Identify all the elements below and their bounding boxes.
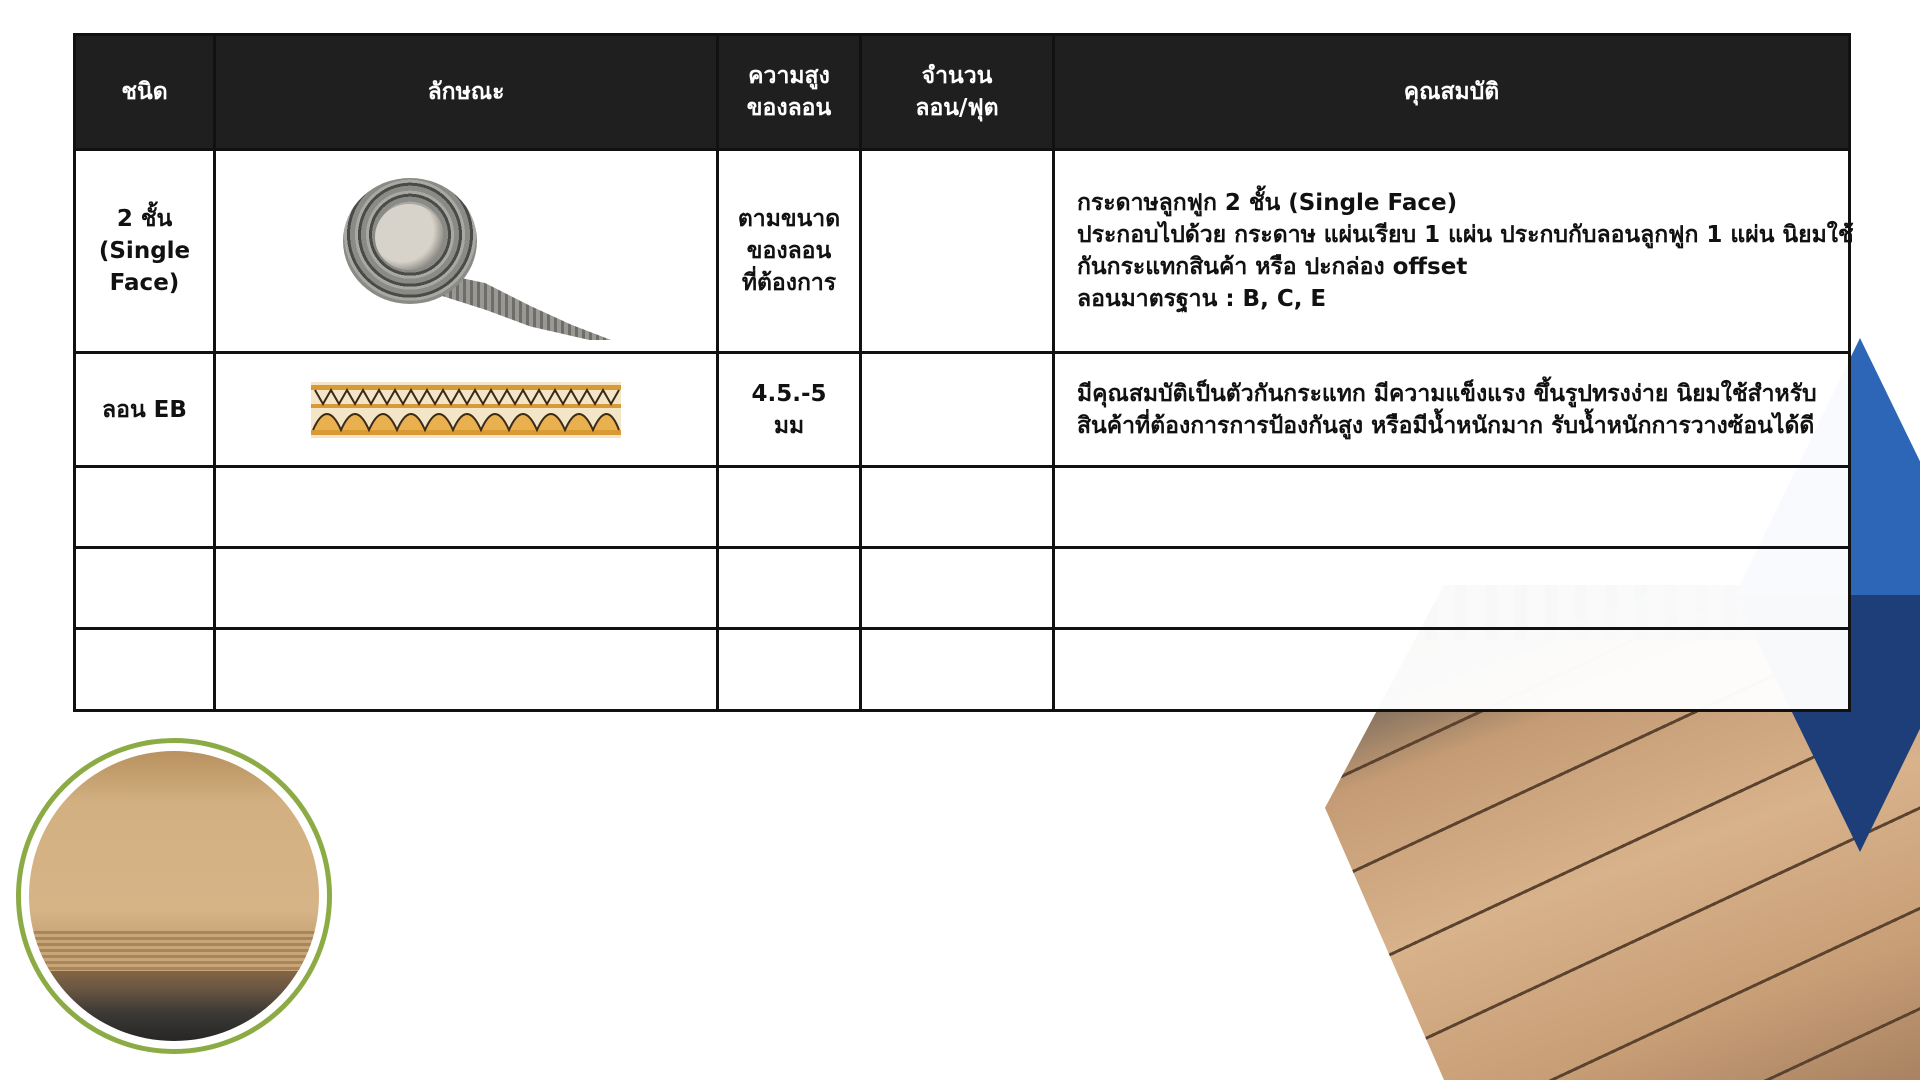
corrugated-spec-table: [73, 33, 1854, 712]
cell-flute-height: ตามขนาด ของลอน ที่ต้องการ: [718, 150, 861, 353]
eb-flute-image: [311, 382, 621, 438]
cell-properties: [1054, 548, 1850, 629]
cell-flute-height: [718, 467, 861, 548]
cell-properties: [1054, 629, 1850, 711]
table-row: [75, 467, 1850, 548]
table-row: [75, 548, 1850, 629]
cell-type: ลอน EB: [75, 353, 215, 467]
cell-flute-height: [718, 629, 861, 711]
table-row: [75, 629, 1850, 711]
cell-appearance: [215, 467, 718, 548]
table-row: [75, 353, 1850, 467]
cell-type: 2 ชั้น (Single Face): [75, 150, 215, 353]
header-properties: คุณสมบัติ: [1054, 35, 1850, 150]
cell-flutes-per-foot: [861, 353, 1054, 467]
cell-flutes-per-foot: [861, 467, 1054, 548]
cell-flutes-per-foot: [861, 150, 1054, 353]
cell-properties: มีคุณสมบัติเป็นตัวกันกระแทก มีความแข็งแรง ขึ้นรูปทรงง่าย นิยมใช้สำหรับ สินค้าที่ต้องการการป้องกันสูง หรือมีน้ำหนักมาก รับน้ำหนักการวางซ้อนได้ดี: [1054, 353, 1850, 467]
cardboard-stack-photo: [16, 738, 332, 1054]
header-flutes-per-foot: จำนวน ลอน/ฟุต: [861, 35, 1054, 150]
header-appearance: ลักษณะ: [215, 35, 718, 150]
cell-appearance: [215, 353, 718, 467]
header-type: ชนิด: [75, 35, 215, 150]
cell-flutes-per-foot: [861, 548, 1054, 629]
header-flute-height: ความสูง ของลอน: [718, 35, 861, 150]
corrugated-roll-image: [321, 166, 611, 336]
cell-appearance: [215, 629, 718, 711]
cell-type: [75, 467, 215, 548]
cell-type: [75, 629, 215, 711]
cell-flutes-per-foot: [861, 629, 1054, 711]
cell-flute-height: 4.5.-5 มม: [718, 353, 861, 467]
table-header-row: [75, 35, 1850, 150]
cell-properties: กระดาษลูกฟูก 2 ชั้น (Single Face) ประกอบไปด้วย กระดาษ แผ่นเรียบ 1 แผ่น ประกบกับลอนลูกฟูก 1 แผ่น นิยมใช้ กันกระแทกสินค้า หรือ ปะกล่อง offset ลอนมาตรฐาน : B, C, E: [1054, 150, 1850, 353]
cell-appearance: [215, 150, 718, 353]
cell-properties: [1054, 467, 1850, 548]
cell-appearance: [215, 548, 718, 629]
cell-flute-height: [718, 548, 861, 629]
cell-type: [75, 548, 215, 629]
table-row: [75, 150, 1850, 353]
